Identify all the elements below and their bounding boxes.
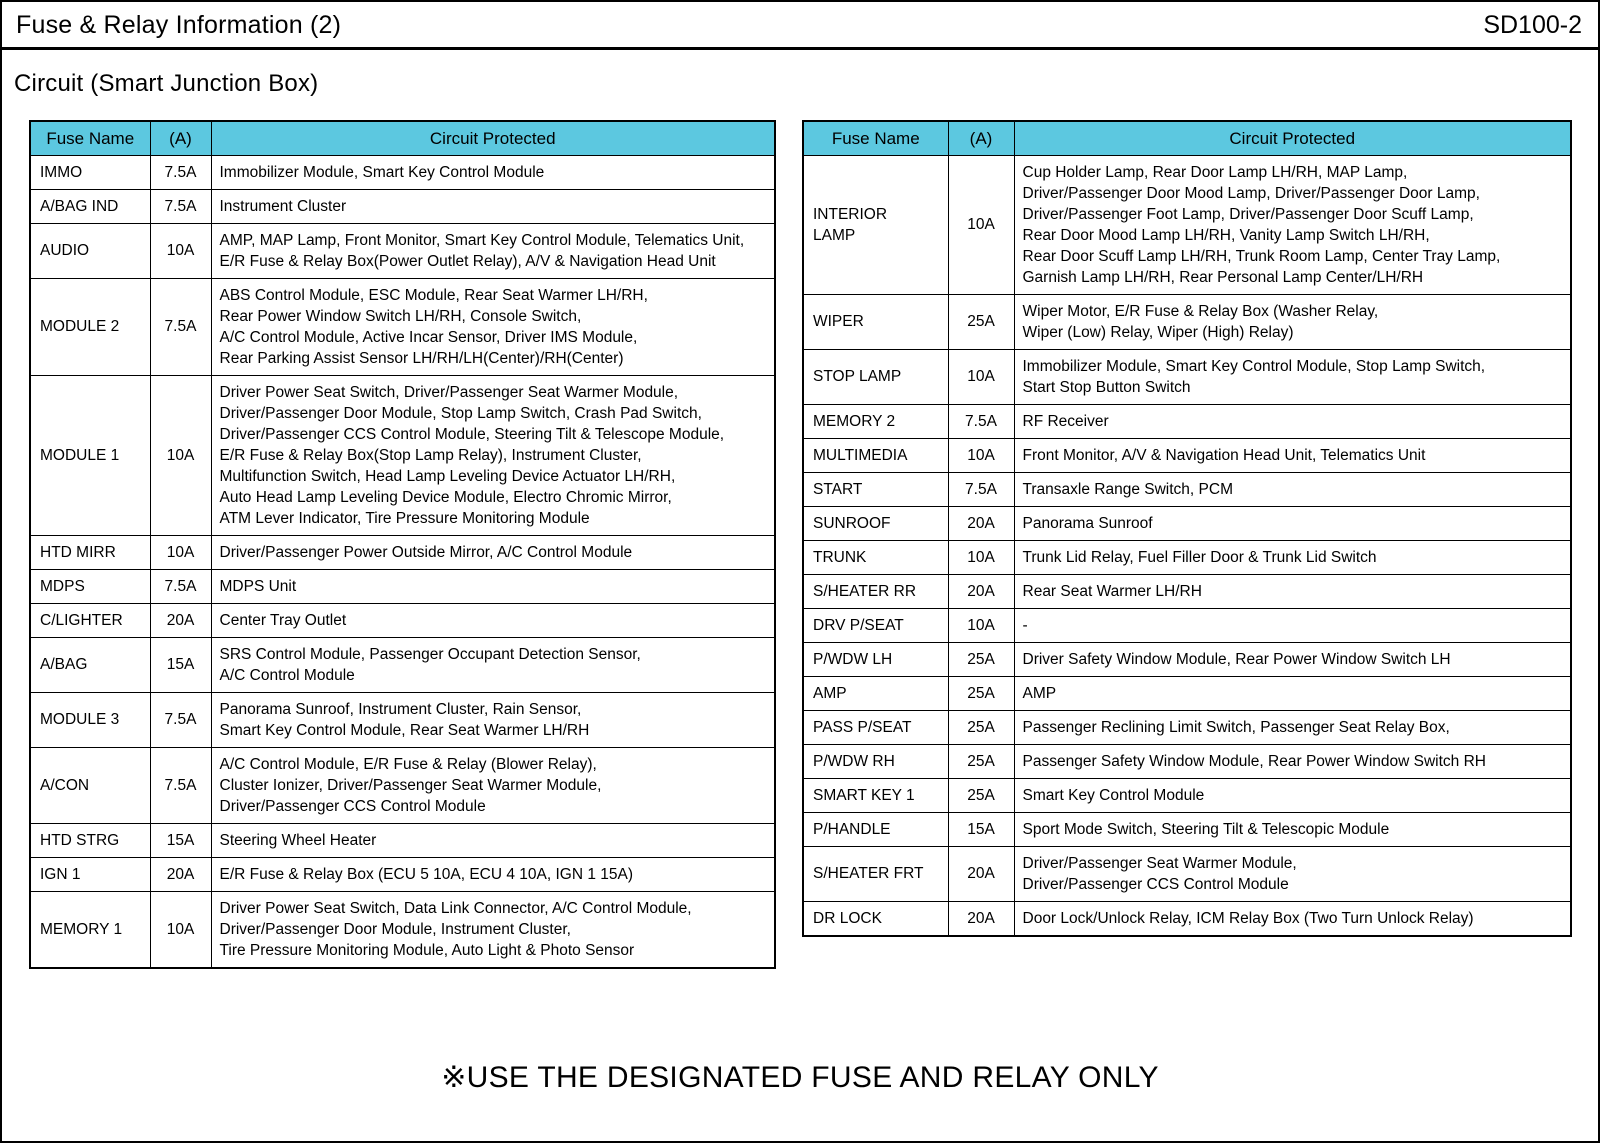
- amperage-cell: 10A: [150, 375, 211, 535]
- fuse-name-cell: WIPER: [803, 294, 948, 349]
- table-row: [803, 294, 1571, 349]
- amperage-cell: 25A: [948, 744, 1014, 778]
- amperage-cell: 7.5A: [150, 569, 211, 603]
- amperage-cell: 20A: [150, 857, 211, 891]
- fuse-name-cell: MODULE 2: [30, 278, 150, 375]
- table-row: [803, 574, 1571, 608]
- circuit-protected-cell: Wiper Motor, E/R Fuse & Relay Box (Washer Relay, Wiper (Low) Relay, Wiper (High) Relay): [1014, 294, 1571, 349]
- table-row: [30, 569, 775, 603]
- table-row: [30, 155, 775, 189]
- table-row: [30, 747, 775, 823]
- circuit-protected-cell: Transaxle Range Switch, PCM: [1014, 472, 1571, 506]
- fuse-name-cell: DR LOCK: [803, 901, 948, 936]
- table-row: [803, 155, 1571, 294]
- table-row: [30, 637, 775, 692]
- fuse-name-cell: MODULE 3: [30, 692, 150, 747]
- circuit-protected-cell: E/R Fuse & Relay Box (ECU 5 10A, ECU 4 10A, IGN 1 15A): [211, 857, 775, 891]
- circuit-protected-cell: Sport Mode Switch, Steering Tilt & Telescopic Module: [1014, 812, 1571, 846]
- column-header-amperage: (A): [150, 121, 211, 155]
- amperage-cell: 10A: [948, 349, 1014, 404]
- amperage-cell: 25A: [948, 710, 1014, 744]
- fuse-name-cell: P/WDW RH: [803, 744, 948, 778]
- fuse-name-cell: HTD MIRR: [30, 535, 150, 569]
- circuit-protected-cell: AMP, MAP Lamp, Front Monitor, Smart Key Control Module, Telematics Unit, E/R Fuse & Relay Box(Power Outlet Relay), A/V & Navigation Head Unit: [211, 223, 775, 278]
- circuit-protected-cell: Rear Seat Warmer LH/RH: [1014, 574, 1571, 608]
- amperage-cell: 7.5A: [948, 472, 1014, 506]
- amperage-cell: 7.5A: [150, 747, 211, 823]
- fuse-name-cell: P/WDW LH: [803, 642, 948, 676]
- fuse-name-cell: MEMORY 1: [30, 891, 150, 968]
- circuit-protected-cell: Passenger Reclining Limit Switch, Passenger Seat Relay Box,: [1014, 710, 1571, 744]
- circuit-protected-cell: Driver/Passenger Power Outside Mirror, A/C Control Module: [211, 535, 775, 569]
- amperage-cell: 15A: [150, 637, 211, 692]
- amperage-cell: 20A: [150, 603, 211, 637]
- fuse-name-cell: DRV P/SEAT: [803, 608, 948, 642]
- amperage-cell: 15A: [150, 823, 211, 857]
- page-code: SD100-2: [1483, 11, 1582, 39]
- circuit-protected-cell: MDPS Unit: [211, 569, 775, 603]
- table-row: [30, 823, 775, 857]
- fuse-name-cell: AMP: [803, 676, 948, 710]
- table-row: [30, 603, 775, 637]
- amperage-cell: 20A: [948, 901, 1014, 936]
- table-row: [803, 846, 1571, 901]
- amperage-cell: 10A: [948, 438, 1014, 472]
- amperage-cell: 10A: [150, 535, 211, 569]
- fuse-name-cell: TRUNK: [803, 540, 948, 574]
- amperage-cell: 7.5A: [948, 404, 1014, 438]
- table-row: [803, 710, 1571, 744]
- table-header-row: [30, 121, 775, 155]
- fuse-name-cell: MEMORY 2: [803, 404, 948, 438]
- column-header-amperage: (A): [948, 121, 1014, 155]
- fuse-name-cell: IGN 1: [30, 857, 150, 891]
- fuse-name-cell: MODULE 1: [30, 375, 150, 535]
- column-header-fuse-name: Fuse Name: [803, 121, 948, 155]
- page-header: [2, 2, 1598, 50]
- circuit-protected-cell: SRS Control Module, Passenger Occupant Detection Sensor, A/C Control Module: [211, 637, 775, 692]
- circuit-protected-cell: AMP: [1014, 676, 1571, 710]
- amperage-cell: 10A: [150, 891, 211, 968]
- amperage-cell: 25A: [948, 676, 1014, 710]
- circuit-protected-cell: -: [1014, 608, 1571, 642]
- table-row: [803, 506, 1571, 540]
- table-row: [803, 540, 1571, 574]
- fuse-name-cell: A/CON: [30, 747, 150, 823]
- amperage-cell: 25A: [948, 294, 1014, 349]
- table-row: [803, 778, 1571, 812]
- amperage-cell: 20A: [948, 506, 1014, 540]
- column-header-fuse-name: Fuse Name: [30, 121, 150, 155]
- column-header-circuit: Circuit Protected: [1014, 121, 1571, 155]
- table-row: [30, 223, 775, 278]
- circuit-protected-cell: Smart Key Control Module: [1014, 778, 1571, 812]
- section-title: Circuit (Smart Junction Box): [14, 70, 319, 97]
- table-row: [803, 901, 1571, 936]
- table-row: [30, 189, 775, 223]
- amperage-cell: 20A: [948, 846, 1014, 901]
- fuse-name-cell: C/LIGHTER: [30, 603, 150, 637]
- table-row: [803, 349, 1571, 404]
- circuit-protected-cell: Door Lock/Unlock Relay, ICM Relay Box (Two Turn Unlock Relay): [1014, 901, 1571, 936]
- circuit-protected-cell: Cup Holder Lamp, Rear Door Lamp LH/RH, MAP Lamp, Driver/Passenger Door Mood Lamp, Driver/Passenger Door Lamp, Driver/Passenger Foot Lamp, Driver/Passenger Door Scuff Lamp, Rear Door Mood Lamp LH/RH, Vanity Lamp Switch LH/RH, Rear Door Scuff Lamp LH/RH, Trunk Room Lamp, Center Tray Lamp, Garnish Lamp LH/RH, Rear Personal Lamp Center/LH/RH: [1014, 155, 1571, 294]
- amperage-cell: 7.5A: [150, 278, 211, 375]
- usage-note: ※USE THE DESIGNATED FUSE AND RELAY ONLY: [441, 1061, 1159, 1094]
- fuse-name-cell: STOP LAMP: [803, 349, 948, 404]
- amperage-cell: 15A: [948, 812, 1014, 846]
- table-row: [30, 891, 775, 968]
- table-row: [803, 744, 1571, 778]
- circuit-protected-cell: Passenger Safety Window Module, Rear Power Window Switch RH: [1014, 744, 1571, 778]
- amperage-cell: 7.5A: [150, 189, 211, 223]
- fuse-name-cell: AUDIO: [30, 223, 150, 278]
- fuse-table-left: [29, 120, 776, 969]
- circuit-protected-cell: A/C Control Module, E/R Fuse & Relay (Blower Relay), Cluster Ionizer, Driver/Passenger Seat Warmer Module, Driver/Passenger CCS Control Module: [211, 747, 775, 823]
- table-row: [803, 438, 1571, 472]
- fuse-name-cell: SMART KEY 1: [803, 778, 948, 812]
- circuit-protected-cell: Instrument Cluster: [211, 189, 775, 223]
- fuse-name-cell: MDPS: [30, 569, 150, 603]
- fuse-name-cell: PASS P/SEAT: [803, 710, 948, 744]
- fuse-name-cell: S/HEATER RR: [803, 574, 948, 608]
- table-header-row: [803, 121, 1571, 155]
- circuit-protected-cell: Driver Power Seat Switch, Data Link Connector, A/C Control Module, Driver/Passenger Door Module, Instrument Cluster, Tire Pressure Monitoring Module, Auto Light & Photo Sensor: [211, 891, 775, 968]
- circuit-protected-cell: Driver Safety Window Module, Rear Power Window Switch LH: [1014, 642, 1571, 676]
- table-row: [30, 857, 775, 891]
- amperage-cell: 10A: [948, 540, 1014, 574]
- amperage-cell: 25A: [948, 778, 1014, 812]
- fuse-name-cell: MULTIMEDIA: [803, 438, 948, 472]
- fuse-name-cell: SUNROOF: [803, 506, 948, 540]
- amperage-cell: 20A: [948, 574, 1014, 608]
- fuse-name-cell: INTERIOR LAMP: [803, 155, 948, 294]
- page-title: Fuse & Relay Information (2): [16, 11, 342, 39]
- circuit-protected-cell: Front Monitor, A/V & Navigation Head Unit, Telematics Unit: [1014, 438, 1571, 472]
- table-row: [803, 404, 1571, 438]
- fuse-tables-container: [2, 98, 1598, 969]
- table-row: [30, 278, 775, 375]
- table-row: [803, 812, 1571, 846]
- circuit-protected-cell: Center Tray Outlet: [211, 603, 775, 637]
- circuit-protected-cell: Panorama Sunroof, Instrument Cluster, Rain Sensor, Smart Key Control Module, Rear Seat Warmer LH/RH: [211, 692, 775, 747]
- amperage-cell: 10A: [948, 608, 1014, 642]
- amperage-cell: 10A: [948, 155, 1014, 294]
- fuse-name-cell: S/HEATER FRT: [803, 846, 948, 901]
- circuit-protected-cell: Steering Wheel Heater: [211, 823, 775, 857]
- circuit-protected-cell: Driver Power Seat Switch, Driver/Passenger Seat Warmer Module, Driver/Passenger Door Module, Stop Lamp Switch, Crash Pad Switch, Driver/Passenger CCS Control Module, Steering Tilt & Telescope Module, E/R Fuse & Relay Box(Stop Lamp Relay), Instrument Cluster, Multifunction Switch, Head Lamp Leveling Device Actuator LH/RH, Auto Head Lamp Leveling Device Module, Electro Chromic Mirror, ATM Lever Indicator, Tire Pressure Monitoring Module: [211, 375, 775, 535]
- fuse-name-cell: START: [803, 472, 948, 506]
- amperage-cell: 25A: [948, 642, 1014, 676]
- fuse-name-cell: IMMO: [30, 155, 150, 189]
- table-row: [803, 608, 1571, 642]
- column-header-circuit: Circuit Protected: [211, 121, 775, 155]
- circuit-protected-cell: RF Receiver: [1014, 404, 1571, 438]
- table-row: [30, 692, 775, 747]
- fuse-name-cell: P/HANDLE: [803, 812, 948, 846]
- table-row: [803, 472, 1571, 506]
- circuit-protected-cell: Immobilizer Module, Smart Key Control Module: [211, 155, 775, 189]
- fuse-table-right: [802, 120, 1572, 937]
- circuit-protected-cell: Immobilizer Module, Smart Key Control Module, Stop Lamp Switch, Start Stop Button Switch: [1014, 349, 1571, 404]
- table-row: [30, 535, 775, 569]
- circuit-protected-cell: Driver/Passenger Seat Warmer Module, Driver/Passenger CCS Control Module: [1014, 846, 1571, 901]
- amperage-cell: 7.5A: [150, 692, 211, 747]
- amperage-cell: 10A: [150, 223, 211, 278]
- circuit-protected-cell: Panorama Sunroof: [1014, 506, 1571, 540]
- table-row: [803, 676, 1571, 710]
- circuit-protected-cell: Trunk Lid Relay, Fuel Filler Door & Trunk Lid Switch: [1014, 540, 1571, 574]
- amperage-cell: 7.5A: [150, 155, 211, 189]
- fuse-name-cell: A/BAG IND: [30, 189, 150, 223]
- fuse-name-cell: HTD STRG: [30, 823, 150, 857]
- table-row: [30, 375, 775, 535]
- circuit-protected-cell: ABS Control Module, ESC Module, Rear Seat Warmer LH/RH, Rear Power Window Switch LH/RH, Console Switch, A/C Control Module, Active Incar Sensor, Driver IMS Module, Rear Parking Assist Sensor LH/RH/LH(Center)/RH(Center): [211, 278, 775, 375]
- table-row: [803, 642, 1571, 676]
- fuse-name-cell: A/BAG: [30, 637, 150, 692]
